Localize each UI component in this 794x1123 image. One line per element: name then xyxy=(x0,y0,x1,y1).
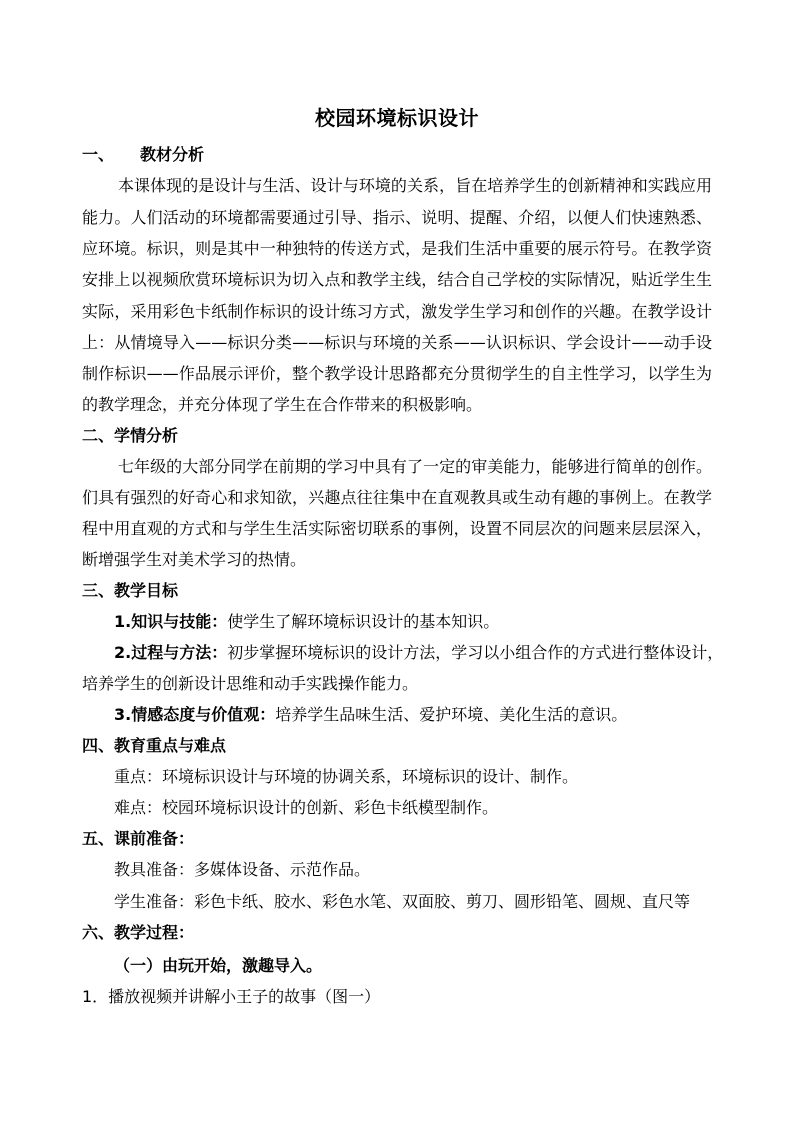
section-2-paragraph-line: 程中用直观的方式和与学生生活实际密切联系的事例，设置不同层次的问题来层层深入， xyxy=(82,519,712,538)
document-title: 校园环境标识设计 xyxy=(315,106,479,130)
section-1-paragraph-line: 安排上以视频欣赏环境标识为切入点和教学主线，结合自己学校的实际情况，贴近学生生 xyxy=(82,270,712,289)
section-1-heading xyxy=(82,144,204,166)
section-1-title: 教材分析 xyxy=(140,145,205,164)
objective-3-text: 培养学生品味生活、爱护环境、美化生活的意识。 xyxy=(275,705,628,724)
objective-2 xyxy=(114,642,723,664)
section-4-heading: 四、教育重点与难点 xyxy=(82,736,227,755)
process-step-1: 1．播放视频并讲解小王子的故事（图一） xyxy=(82,987,381,1006)
key-point: 重点：环境标识设计与环境的协调关系，环境标识的设计、制作。 xyxy=(114,767,579,786)
section-5-heading: 五、课前准备： xyxy=(82,829,195,848)
objective-1 xyxy=(114,611,499,633)
section-1-number: 一、 xyxy=(82,145,115,164)
section-1-paragraph-line: 制作标识——作品展示评价，整个教学设计思路都充分贯彻学生的自主性学习，以学生为 xyxy=(82,364,712,383)
section-2-paragraph-line: 断增强学生对美术学习的热情。 xyxy=(82,550,307,569)
section-2-heading: 二、学情分析 xyxy=(82,426,179,445)
student-preparation: 学生准备：彩色卡纸、胶水、彩色水笔、双面胶、剪刀、圆形铅笔、圆规、直尺等 xyxy=(114,892,691,911)
section-1-paragraph-line: 能力。人们活动的环境都需要通过引导、指示、说明、提醒、介绍，以便人们快速熟悉、 xyxy=(82,208,712,227)
section-3-heading: 三、教学目标 xyxy=(82,581,179,600)
teacher-preparation: 教具准备：多媒体设备、示范作品。 xyxy=(114,860,371,879)
section-1-paragraph-line: 上：从情境导入——标识分类——标识与环境的关系——认识标识、学会设计——动手设 xyxy=(82,333,712,352)
section-1-paragraph-line: 应环境。标识，则是其中一种独特的传送方式，是我们生活中重要的展示符号。在教学资 xyxy=(82,239,712,258)
section-2-paragraph-line: 们具有强烈的好奇心和求知欲，兴趣点往往集中在直观教具或生动有趣的事例上。在教学 xyxy=(82,488,712,507)
difficult-point: 难点：校园环境标识设计的创新、彩色卡纸模型制作。 xyxy=(114,798,499,817)
section-1-paragraph-line: 的教学理念，并充分体现了学生在合作带来的积极影响。 xyxy=(82,395,483,414)
objective-2-text: 初步掌握环境标识的设计方法，学习以小组合作的方式进行整体设计， xyxy=(227,643,724,662)
process-subheading-1: （一）由玩开始，激趣导入。 xyxy=(114,956,323,975)
objective-2-continuation: 培养学生的创新设计思维和动手实践操作能力。 xyxy=(82,674,419,693)
objective-3-label: 3.情感态度与价值观： xyxy=(114,705,276,724)
section-1-paragraph-line: 本课体现的是设计与生活、设计与环境的关系，旨在培养学生的创新精神和实践应用 xyxy=(118,176,712,195)
section-1-paragraph-line: 实际，采用彩色卡纸制作标识的设计练习方式，激发学生学习和创作的兴趣。在教学设计 xyxy=(82,302,712,321)
section-2-paragraph-line: 七年级的大部分同学在前期的学习中具有了一定的审美能力，能够进行简单的创作。 xyxy=(118,457,712,476)
objective-1-label: 1.知识与技能： xyxy=(114,612,228,631)
section-6-heading: 六、教学过程： xyxy=(82,923,195,942)
objective-1-text: 使学生了解环境标识设计的基本知识。 xyxy=(227,612,500,631)
objective-3 xyxy=(114,704,627,726)
objective-2-label: 2.过程与方法： xyxy=(114,643,228,662)
